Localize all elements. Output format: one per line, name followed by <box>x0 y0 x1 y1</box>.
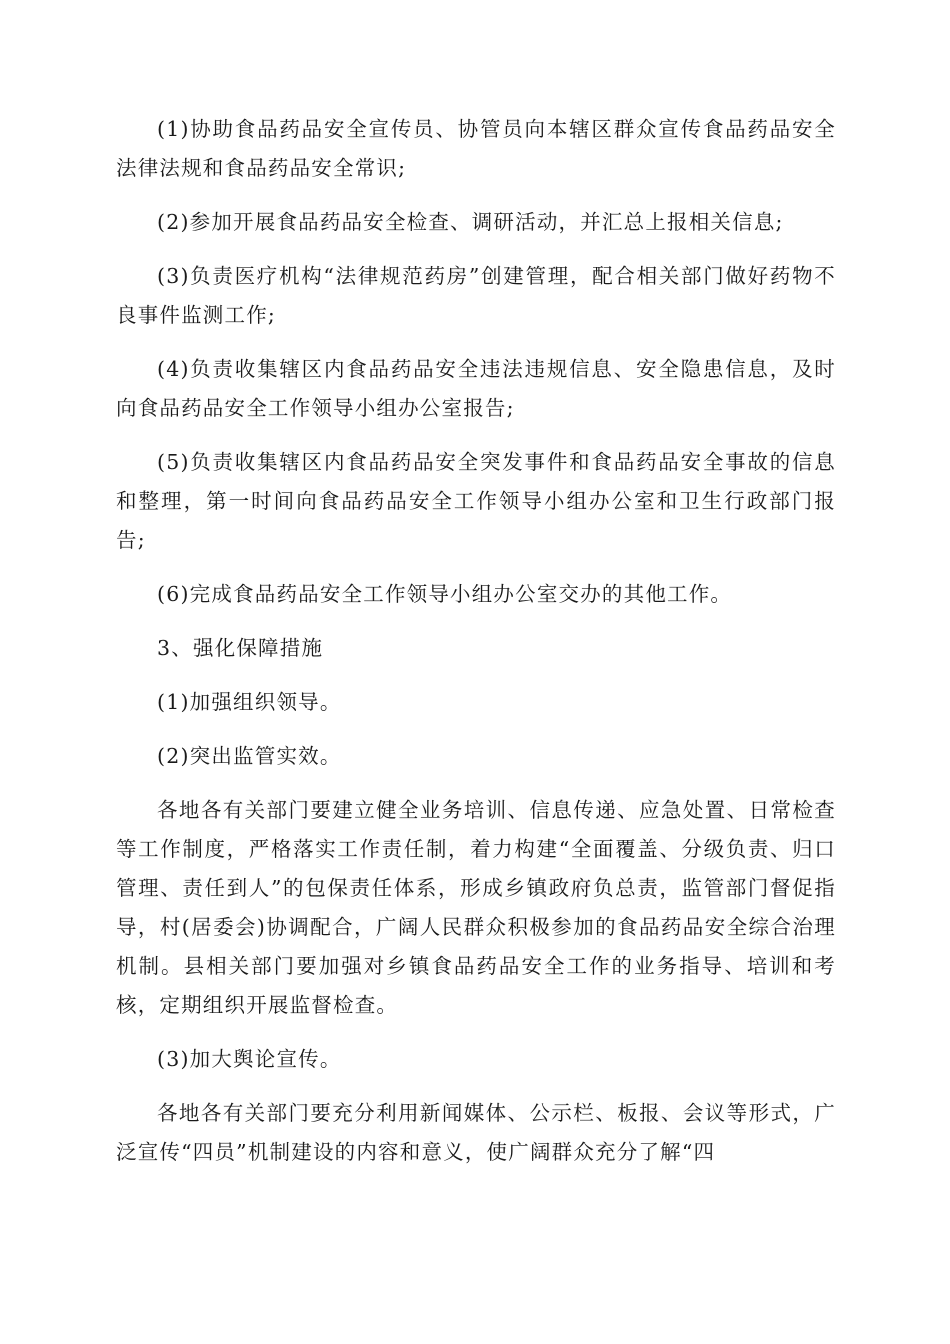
section-heading-safeguards: 3、强化保障措施 <box>157 636 324 660</box>
subheading-leadership: (1)加强组织领导。 <box>157 690 342 714</box>
paragraph-publicity-body: 各地各有关部门要充分利用新闻媒体、公示栏、板报、会议等形式，广泛宣传“四员”机制建设的内容和意义，使广阔群众充分了解“四 <box>116 1101 836 1164</box>
paragraph-duty-4: (4)负责收集辖区内食品药品安全违法违规信息、安全隐患信息，及时向食品药品安全工作领导小组办公室报告; <box>116 357 836 420</box>
subheading-supervision: (2)突出监管实效。 <box>157 744 342 768</box>
paragraph-supervision-body: 各地各有关部门要建立健全业务培训、信息传递、应急处置、日常检查等工作制度，严格落实工作责任制，着力构建“全面覆盖、分级负责、归口管理、责任到人”的包保责任体系，形成乡镇政府负总责，监管部门督促指导，村(居委会)协调配合，广阔人民群众积极参加的食品药品安全综合治理机制。县相关部门要加强对乡镇食品药品安全工作的业务指导、培训和考核，定期组织开展监督检查。 <box>116 798 836 1017</box>
paragraph-duty-5: (5)负责收集辖区内食品药品安全突发事件和食品药品安全事故的信息和整理，第一时间向食品药品安全工作领导小组办公室和卫生行政部门报告; <box>116 450 836 552</box>
document-body <box>116 110 836 1187</box>
paragraph-duty-3: (3)负责医疗机构“法律规范药房”创建管理，配合相关部门做好药物不良事件监测工作; <box>116 264 836 327</box>
paragraph-duty-1: (1)协助食品药品安全宣传员、协管员向本辖区群众宣传食品药品安全法律法规和食品药品安全常识; <box>116 117 836 180</box>
paragraph-duty-2: (2)参加开展食品药品安全检查、调研活动，并汇总上报相关信息; <box>157 210 784 234</box>
subheading-publicity: (3)加大舆论宣传。 <box>157 1047 342 1071</box>
paragraph-duty-6: (6)完成食品药品安全工作领导小组办公室交办的其他工作。 <box>157 582 733 606</box>
